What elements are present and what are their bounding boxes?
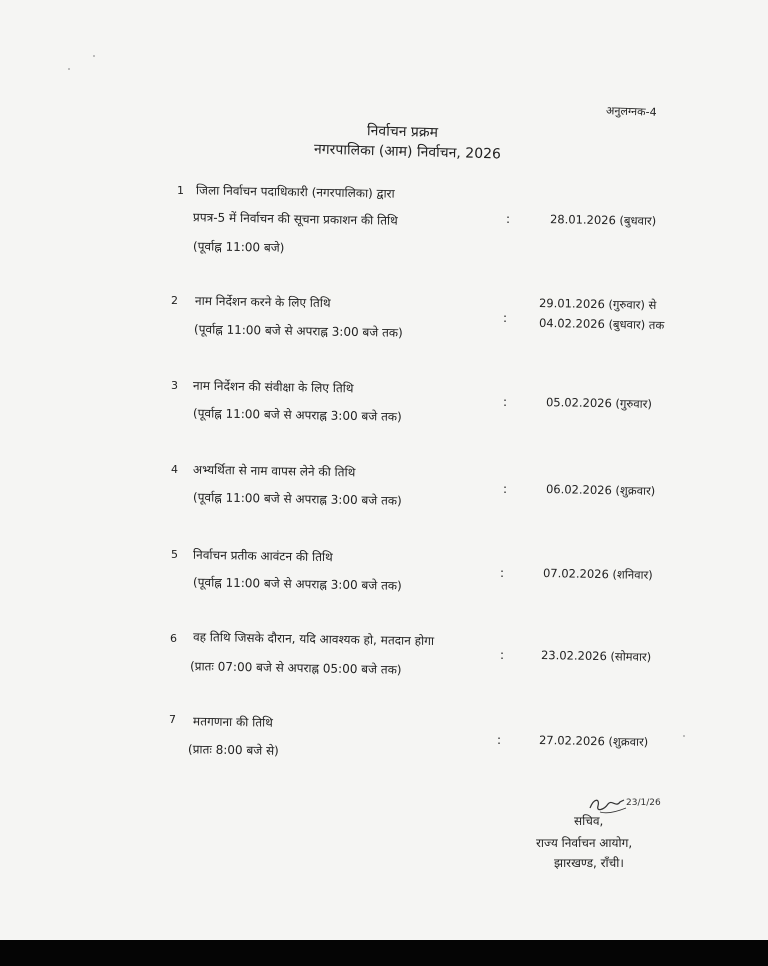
item-text-line: अभ्यर्थिता से नाम वापस लेने की तिथि (192, 462, 356, 480)
item-date: 06.02.2026 (शुक्रवार) (545, 482, 656, 498)
item-text-line: जिला निर्वाचन पदाधिकारी (नगरपालिका) द्वारा (195, 183, 395, 201)
item-text-line: वह तिथि जिसके दौरान, यदि आवश्यक हो, मतदान होगा (192, 629, 435, 649)
page-subtitle: नगरपालिका (आम) निर्वाचन, 2026 (313, 141, 502, 163)
item-text-line: (पूर्वाह्न 11:00 बजे से अपराह्न 3:00 बजे तक) (192, 406, 402, 424)
item-text-line: मतगणना की तिथि (192, 714, 274, 730)
item-number: 4 (171, 463, 178, 476)
item-date: 27.02.2026 (शुक्रवार) (538, 733, 649, 749)
page-title: निर्वाचन प्रक्रम (366, 123, 439, 141)
signatory-designation: सचिव, (574, 814, 604, 828)
item-date: 28.01.2026 (बुधवार) (549, 212, 657, 228)
item-number: 6 (170, 632, 177, 645)
item-colon: : (506, 212, 511, 226)
signatory-place: झारखण्ड, राँची। (554, 856, 624, 870)
item-number: 3 (171, 379, 178, 392)
item-text-line: नाम निर्देशन करने के लिए तिथि (194, 293, 331, 311)
signature-date: 23/1/26 (626, 798, 661, 808)
scan-speck (683, 735, 685, 737)
item-date-start: 29.01.2026 (गुरुवार) से (538, 295, 657, 313)
item-text-line: (पूर्वाह्न 11:00 बजे से अपराह्न 3:00 बजे तक) (193, 322, 403, 340)
item-date: 07.02.2026 (शनिवार) (542, 566, 653, 582)
item-text-line: (प्रातः 8:00 बजे से) (187, 742, 279, 758)
item-colon: : (500, 648, 505, 662)
scan-speck (93, 55, 95, 57)
item-text-line: (पूर्वाह्न 11:00 बजे) (192, 239, 285, 255)
item-text-line: प्रपत्र-5 में निर्वाचन की सूचना प्रकाशन की तिथि (192, 210, 398, 228)
item-number: 5 (171, 548, 178, 561)
item-text-line: निर्वाचन प्रतीक आवंटन की तिथि (192, 547, 333, 565)
signatory-office: राज्य निर्वाचन आयोग, (536, 836, 633, 850)
scan-speck (68, 68, 70, 70)
item-date: 05.02.2026 (गुरुवार) (545, 395, 653, 411)
item-colon: : (497, 733, 502, 747)
item-text-line: (प्रातः 07:00 बजे से अपराह्न 05:00 बजे तक) (189, 659, 402, 677)
bottom-black-bar (0, 940, 768, 966)
item-colon: : (503, 311, 508, 325)
item-text-line: (पूर्वाह्न 11:00 बजे से अपराह्न 3:00 बजे तक) (192, 490, 402, 508)
item-colon: : (503, 482, 508, 496)
item-number: 2 (171, 294, 178, 307)
item-colon: : (503, 395, 508, 409)
item-number: 1 (177, 184, 184, 197)
item-date: 23.02.2026 (सोमवार) (540, 648, 652, 664)
item-number: 7 (169, 713, 176, 726)
item-text-line: नाम निर्देशन की संवीक्षा के लिए तिथि (192, 378, 354, 396)
annexure-label: अनुलग्नक-4 (605, 104, 657, 119)
item-text-line: (पूर्वाह्न 11:00 बजे से अपराह्न 3:00 बजे तक) (192, 575, 402, 593)
item-colon: : (500, 566, 505, 580)
item-date-end: 04.02.2026 (बुधवार) तक (538, 315, 665, 333)
signature-block (530, 792, 670, 892)
